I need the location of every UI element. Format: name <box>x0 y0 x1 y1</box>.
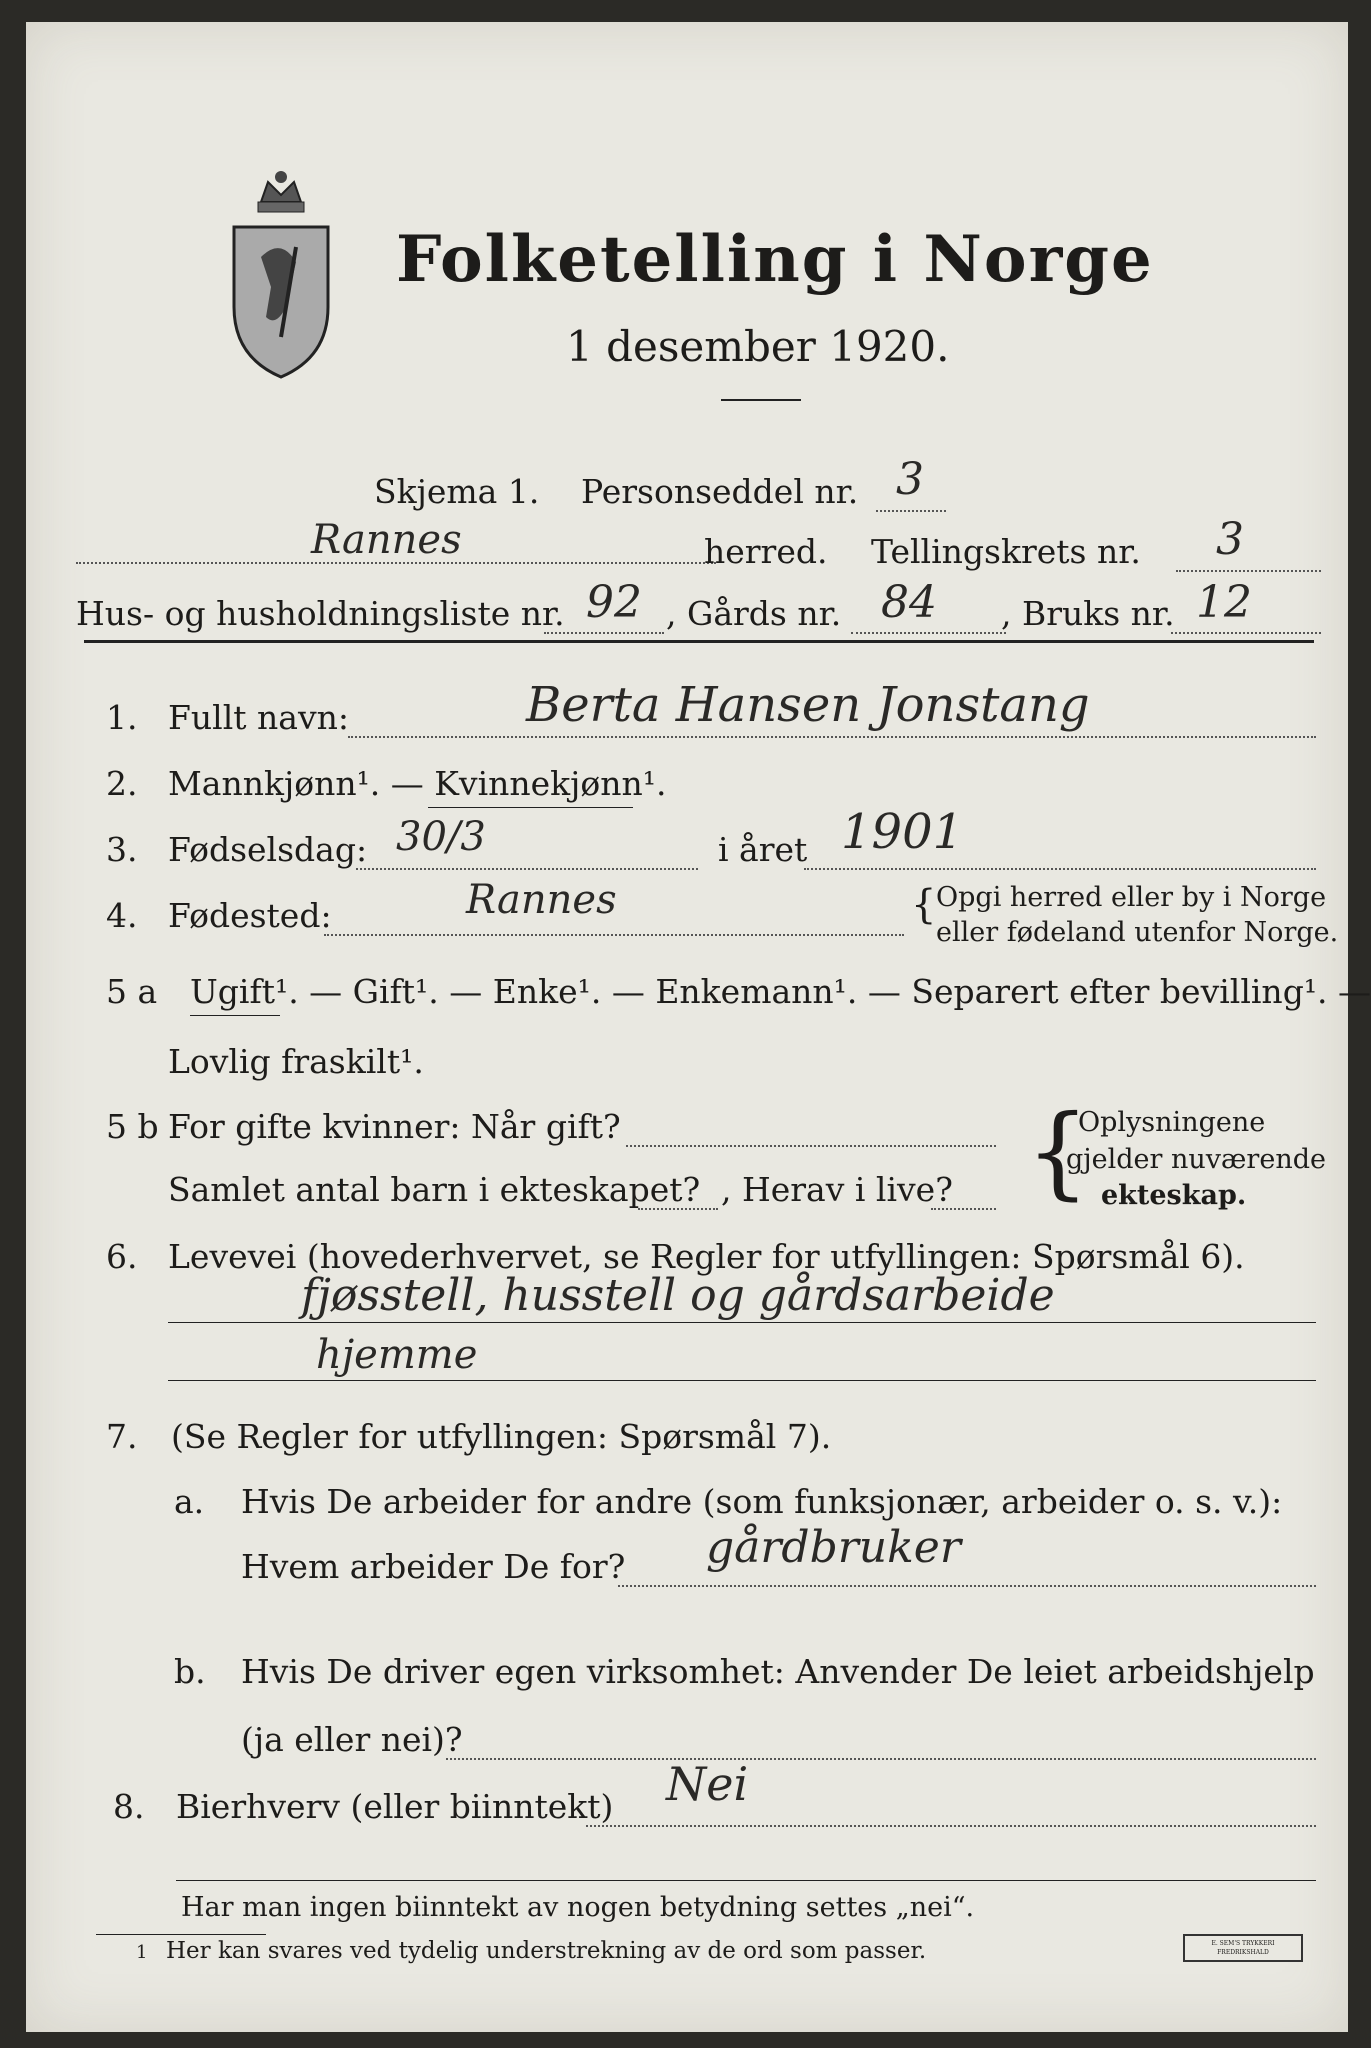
q4-field <box>324 934 904 936</box>
personseddel-field <box>876 510 946 512</box>
q7a-value: gårdbruker <box>706 1522 961 1573</box>
q5b-note-2: gjelder nuværende <box>1066 1144 1326 1175</box>
q4-number: 4. <box>106 896 138 935</box>
q5b-note-3: ekteskap. <box>1101 1180 1247 1211</box>
q3-value: 30/3 <box>396 814 486 860</box>
title-divider <box>721 399 801 401</box>
q3-year-value: 1901 <box>841 804 964 860</box>
q5b-label-3: , Herav i live? <box>721 1170 953 1209</box>
q5b-alive-field <box>931 1208 996 1210</box>
hus-label: Hus- og husholdningsliste nr. <box>76 594 565 633</box>
header-divider <box>84 640 1314 643</box>
q3-number: 3. <box>106 830 138 869</box>
q6-number: 6. <box>106 1237 138 1276</box>
census-form <box>26 22 1371 2032</box>
q7a-field <box>618 1585 1316 1587</box>
q6-label: Levevei (hovederhvervet, se Regler for utfyllingen: Spørsmål 6). <box>168 1237 1245 1276</box>
herred-value: Rannes <box>311 517 462 563</box>
q7a-text: Hvis De arbeider for andre (som funksjonær, arbeider o. s. v.): <box>241 1482 1283 1521</box>
q7b-number: b. <box>174 1652 206 1691</box>
form-date: 1 desember 1920. <box>566 322 950 371</box>
q7a-number: a. <box>174 1482 205 1521</box>
q7b-text: Hvis De driver egen virksomhet: Anvender De leiet arbeidshjelp <box>241 1652 1315 1691</box>
q4-label: Fødested: <box>168 896 332 935</box>
q5a-text: Ugift¹. — Gift¹. — Enke¹. — Enkemann¹. — Separert efter bevilling¹. — <box>190 972 1371 1011</box>
tellingskrets-value: 3 <box>1216 514 1244 565</box>
q3-year-field <box>804 868 1316 870</box>
q4-note-1: Opgi herred eller by i Norge <box>936 882 1327 913</box>
q2-number: 2. <box>106 764 138 803</box>
q5b-brace: { <box>1026 1093 1090 1210</box>
q6-value-2: hjemme <box>316 1332 478 1378</box>
footnote-mark: 1 <box>136 1942 148 1963</box>
q7b-field <box>446 1758 1316 1760</box>
personseddel-value: 3 <box>896 454 924 505</box>
skjema-label: Skjema 1. <box>374 472 540 511</box>
q5b-label: For gifte kvinner: Når gift? <box>168 1107 621 1146</box>
q1-label: Fullt navn: <box>168 698 349 737</box>
q5b-number: 5 b <box>106 1107 159 1146</box>
gards-field <box>851 632 1006 634</box>
q6-line-2 <box>168 1380 1316 1381</box>
tellingskrets-field <box>1176 570 1321 572</box>
q7b-label: (ja eller nei)? <box>241 1720 463 1759</box>
bruks-label: , Bruks nr. <box>1001 594 1175 633</box>
q4-brace: { <box>911 882 937 928</box>
q7a-label: Hvem arbeider De for? <box>241 1547 626 1586</box>
q2-text: Mannkjønn¹. — Kvinnekjønn¹. <box>168 764 667 803</box>
q5a-underline <box>190 1015 280 1016</box>
q8-value: Nei <box>666 1757 749 1811</box>
hus-value: 92 <box>586 577 642 628</box>
q1-number: 1. <box>106 698 138 737</box>
q7-number: 7. <box>106 1417 138 1456</box>
q8-number: 8. <box>113 1787 145 1826</box>
q3-field <box>356 868 698 870</box>
q4-note-2: eller fødeland utenfor Norge. <box>936 917 1339 948</box>
q6-line-1 <box>168 1322 1316 1323</box>
q3-year-label: i året <box>718 830 808 869</box>
gards-value: 84 <box>881 577 937 628</box>
q5b-children-field <box>638 1208 718 1210</box>
q5b-when-field <box>626 1145 996 1147</box>
q8-line-2 <box>176 1880 1316 1881</box>
hus-field <box>544 632 664 634</box>
tellingskrets-label: Tellingskrets nr. <box>871 532 1141 571</box>
footnote-text: Her kan svares ved tydelig understrekning av de ord som passer. <box>166 1938 927 1964</box>
q4-value: Rannes <box>466 877 617 923</box>
q5a-number: 5 a <box>106 972 158 1011</box>
bruks-field <box>1171 632 1321 634</box>
bruks-value: 12 <box>1196 577 1252 628</box>
q1-field <box>348 736 1316 738</box>
q8-label: Bierhverv (eller biinntekt) <box>176 1787 614 1826</box>
q1-value: Berta Hansen Jonstang <box>526 677 1090 733</box>
printer-stamp: E. SEM'S TRYKKERI FREDRIKSHALD <box>1183 1934 1303 1962</box>
herred-label: herred. <box>704 532 828 571</box>
personseddel-label: Personseddel nr. <box>581 472 859 511</box>
footer-note: Har man ingen biinntekt av nogen betydning settes „nei“. <box>181 1892 975 1923</box>
q5b-label-2: Samlet antal barn i ekteskapet? <box>168 1170 701 1209</box>
q7-label: (Se Regler for utfyllingen: Spørsmål 7). <box>171 1417 832 1456</box>
q5a-text-2: Lovlig fraskilt¹. <box>168 1042 424 1081</box>
form-title: Folketelling i Norge <box>396 222 1154 297</box>
q5b-note-1: Oplysningene <box>1078 1107 1266 1138</box>
footnote-rule <box>96 1934 266 1935</box>
q8-field <box>586 1825 1316 1827</box>
q3-label: Fødselsdag: <box>168 830 368 869</box>
gards-label: , Gårds nr. <box>666 594 842 633</box>
q6-value-1: fjøsstell, husstell og gårdsarbeide <box>301 1270 1055 1321</box>
q2-underline <box>428 807 633 808</box>
norway-coat-of-arms-icon <box>226 167 336 387</box>
